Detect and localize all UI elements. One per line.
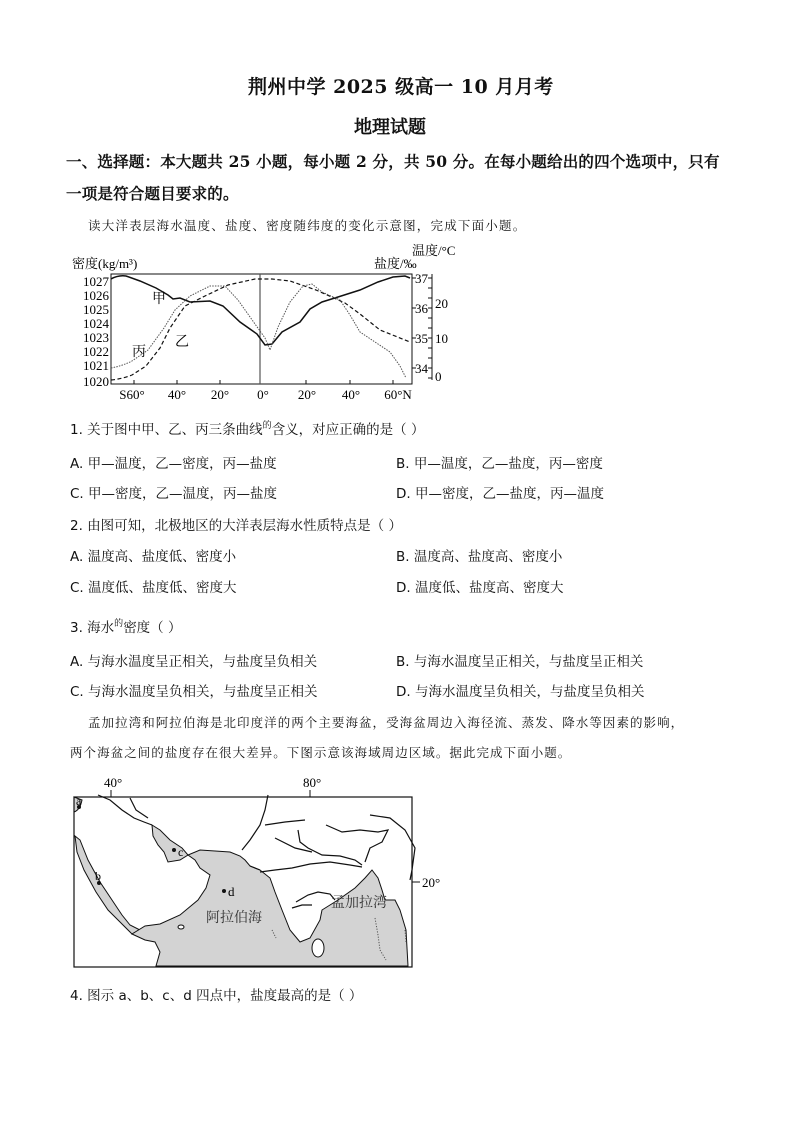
point-d: d — [228, 884, 235, 899]
svg-text:35: 35 — [415, 331, 428, 346]
question-1-option-b[interactable]: B. 甲—温度，乙—盐度，丙—密度 — [396, 456, 603, 472]
exam-title: 荆州中学 2025 级高一 10 月月考 — [248, 76, 554, 98]
svg-text:0°: 0° — [257, 387, 269, 402]
svg-text:20°: 20° — [210, 387, 230, 402]
question-3-stem: 3. 海水$^的$密度（ ） — [70, 619, 182, 636]
point-b: b — [95, 869, 101, 883]
question-2-option-a[interactable]: A. 温度高、盐度低、密度小 — [70, 549, 237, 565]
svg-text:36: 36 — [415, 301, 428, 316]
lon-label-80: 80° — [303, 775, 322, 790]
left-axis-ticks — [83, 274, 110, 389]
question-2-option-c[interactable]: C. 温度低、盐度低、密度大 — [70, 580, 237, 596]
label-jia: 甲 — [152, 292, 166, 307]
svg-text:34: 34 — [415, 361, 428, 376]
svg-text:0: 0 — [435, 369, 442, 384]
question-3-option-b[interactable]: B. 与海水温度呈正相关，与盐度呈正相关 — [396, 654, 644, 670]
svg-text:20°: 20° — [297, 387, 317, 402]
question-2-option-b[interactable]: B. 温度高、盐度高、密度小 — [396, 549, 563, 565]
question-3-option-d[interactable]: D. 与海水温度呈负相关，与盐度呈负相关 — [396, 684, 645, 700]
svg-text:60°N: 60°N — [384, 387, 412, 402]
svg-text:1022: 1022 — [83, 344, 109, 359]
svg-text:1021: 1021 — [83, 358, 109, 373]
sri-lanka — [312, 939, 324, 957]
question-1-stem: 1. 关于图中甲、乙、丙三条曲线$^的$含义，对应正确的是（ ） — [70, 421, 425, 438]
exam-subtitle: 地理试题 — [354, 117, 426, 138]
passage-intro-2-line2: 两个海盆之间的盐度存在很大差异。下图示意该海域周边区域。据此完成下面小题。 — [70, 745, 572, 760]
passage-intro-2-line1: 孟加拉湾和阿拉伯海是北印度洋的两个主要海盆，受海盆周边入海径流、蒸发、降水等因素的影响， — [88, 715, 685, 730]
svg-text:1020: 1020 — [83, 374, 109, 389]
salinity-axis-ticks — [415, 271, 429, 376]
question-2-option-d[interactable]: D. 温度低、盐度高、密度大 — [396, 580, 564, 596]
passage-intro-1: 读大洋表层海水温度、盐度、密度随纬度的变化示意图，完成下面小题。 — [88, 218, 527, 233]
svg-text:40°: 40° — [341, 387, 361, 402]
question-3-option-c[interactable]: C. 与海水温度呈负相关，与盐度呈正相关 — [70, 684, 318, 700]
temperature-axis-title: 温度/°C — [412, 243, 456, 258]
question-4-stem: 4. 图示 a、b、c、d 四点中，盐度最高的是（ ） — [70, 988, 363, 1004]
svg-text:1023: 1023 — [83, 330, 109, 345]
north-indian-ocean-map — [60, 770, 460, 980]
label-yi: 乙 — [175, 335, 189, 350]
svg-text:40°: 40° — [167, 387, 187, 402]
lat-label-20: 20° — [422, 875, 441, 890]
svg-text:S60°: S60° — [119, 387, 145, 402]
svg-text:20: 20 — [435, 296, 448, 311]
question-3-option-a[interactable]: A. 与海水温度呈正相关，与盐度呈负相关 — [70, 654, 318, 670]
section-heading-line2: 一项是符合题目要求的。 — [66, 184, 239, 203]
svg-text:1025: 1025 — [83, 302, 109, 317]
question-1-option-d[interactable]: D. 甲—密度，乙—盐度，丙—温度 — [396, 486, 604, 502]
map-svg — [60, 770, 460, 980]
salinity-axis-title: 盐度/‰ — [374, 256, 417, 271]
svg-text:1027: 1027 — [83, 274, 109, 289]
label-bing: 丙 — [132, 345, 146, 360]
section-heading-line1: 一、选择题：本大题共 25 小题，每小题 2 分，共 50 分。在每小题给出的四个选项中，只有 — [66, 152, 720, 171]
lon-label-40: 40° — [104, 775, 123, 790]
point-a: a — [76, 794, 82, 808]
left-axis-title: 密度(kg/m³) — [72, 256, 138, 271]
svg-text:1024: 1024 — [83, 316, 109, 331]
plot-frame — [111, 274, 412, 384]
question-2-stem: 2. 由图可知，北极地区的大洋表层海水性质特点是（ ） — [70, 518, 402, 534]
chart-svg — [60, 240, 480, 410]
bay-of-bengal-label: 孟加拉湾 — [331, 896, 387, 911]
svg-text:1026: 1026 — [83, 288, 109, 303]
question-1-option-a[interactable]: A. 甲—温度，乙—密度，丙—盐度 — [70, 456, 277, 472]
point-c: c — [178, 845, 184, 859]
svg-text:10: 10 — [435, 331, 448, 346]
temperature-axis-ticks — [435, 296, 448, 384]
arabian-sea-label: 阿拉伯海 — [206, 911, 262, 926]
question-1-option-c[interactable]: C. 甲—密度，乙—温度，丙—盐度 — [70, 486, 278, 502]
ocean-properties-chart — [60, 240, 480, 410]
svg-text:37: 37 — [415, 271, 428, 286]
x-axis-ticks — [119, 387, 412, 402]
